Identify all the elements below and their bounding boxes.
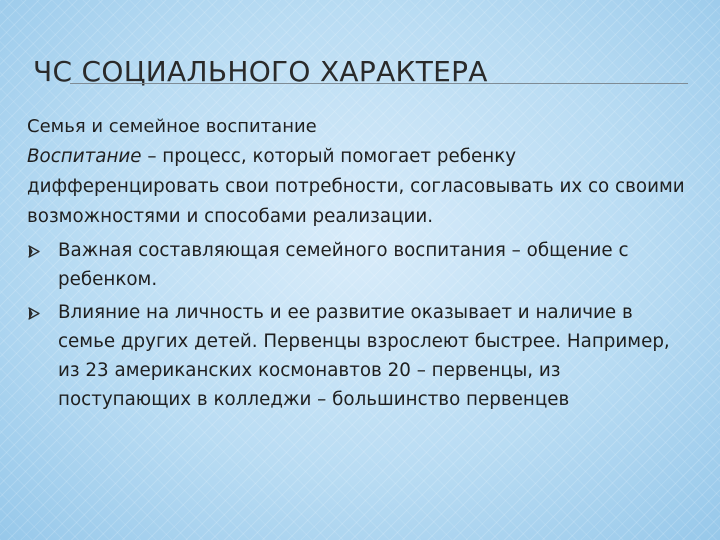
- slide-body: [27, 112, 695, 414]
- title-underline: [70, 83, 688, 84]
- section-subtitle: Семья и семейное воспитание: [27, 116, 317, 137]
- slide-title: ЧС СОЦИАЛЬНОГО ХАРАКТЕРА: [33, 55, 488, 88]
- arrowhead-bullet-icon: [27, 236, 43, 265]
- list-item: [27, 298, 695, 414]
- arrowhead-bullet-icon: [27, 298, 43, 327]
- bullet-list: [27, 236, 695, 414]
- definition-term: Воспитание: [27, 146, 142, 167]
- list-item: [27, 236, 695, 294]
- bullet-text: Важная составляющая семейного воспитания – общение с ребенком.: [58, 240, 629, 290]
- definition-paragraph: [27, 142, 695, 232]
- definition-text: – процесс, который помогает ребенку дифференцировать свои потребности, согласовывать их со своими возможностями и способами реализации.: [27, 146, 685, 227]
- bullet-text: Влияние на личность и ее развитие оказывает и наличие в семье других детей. Первенцы взрослеют быстрее. Например, из 23 американских космонавтов 20 – первенцы, из поступающих в колледжи – большинство первенцев: [58, 302, 670, 410]
